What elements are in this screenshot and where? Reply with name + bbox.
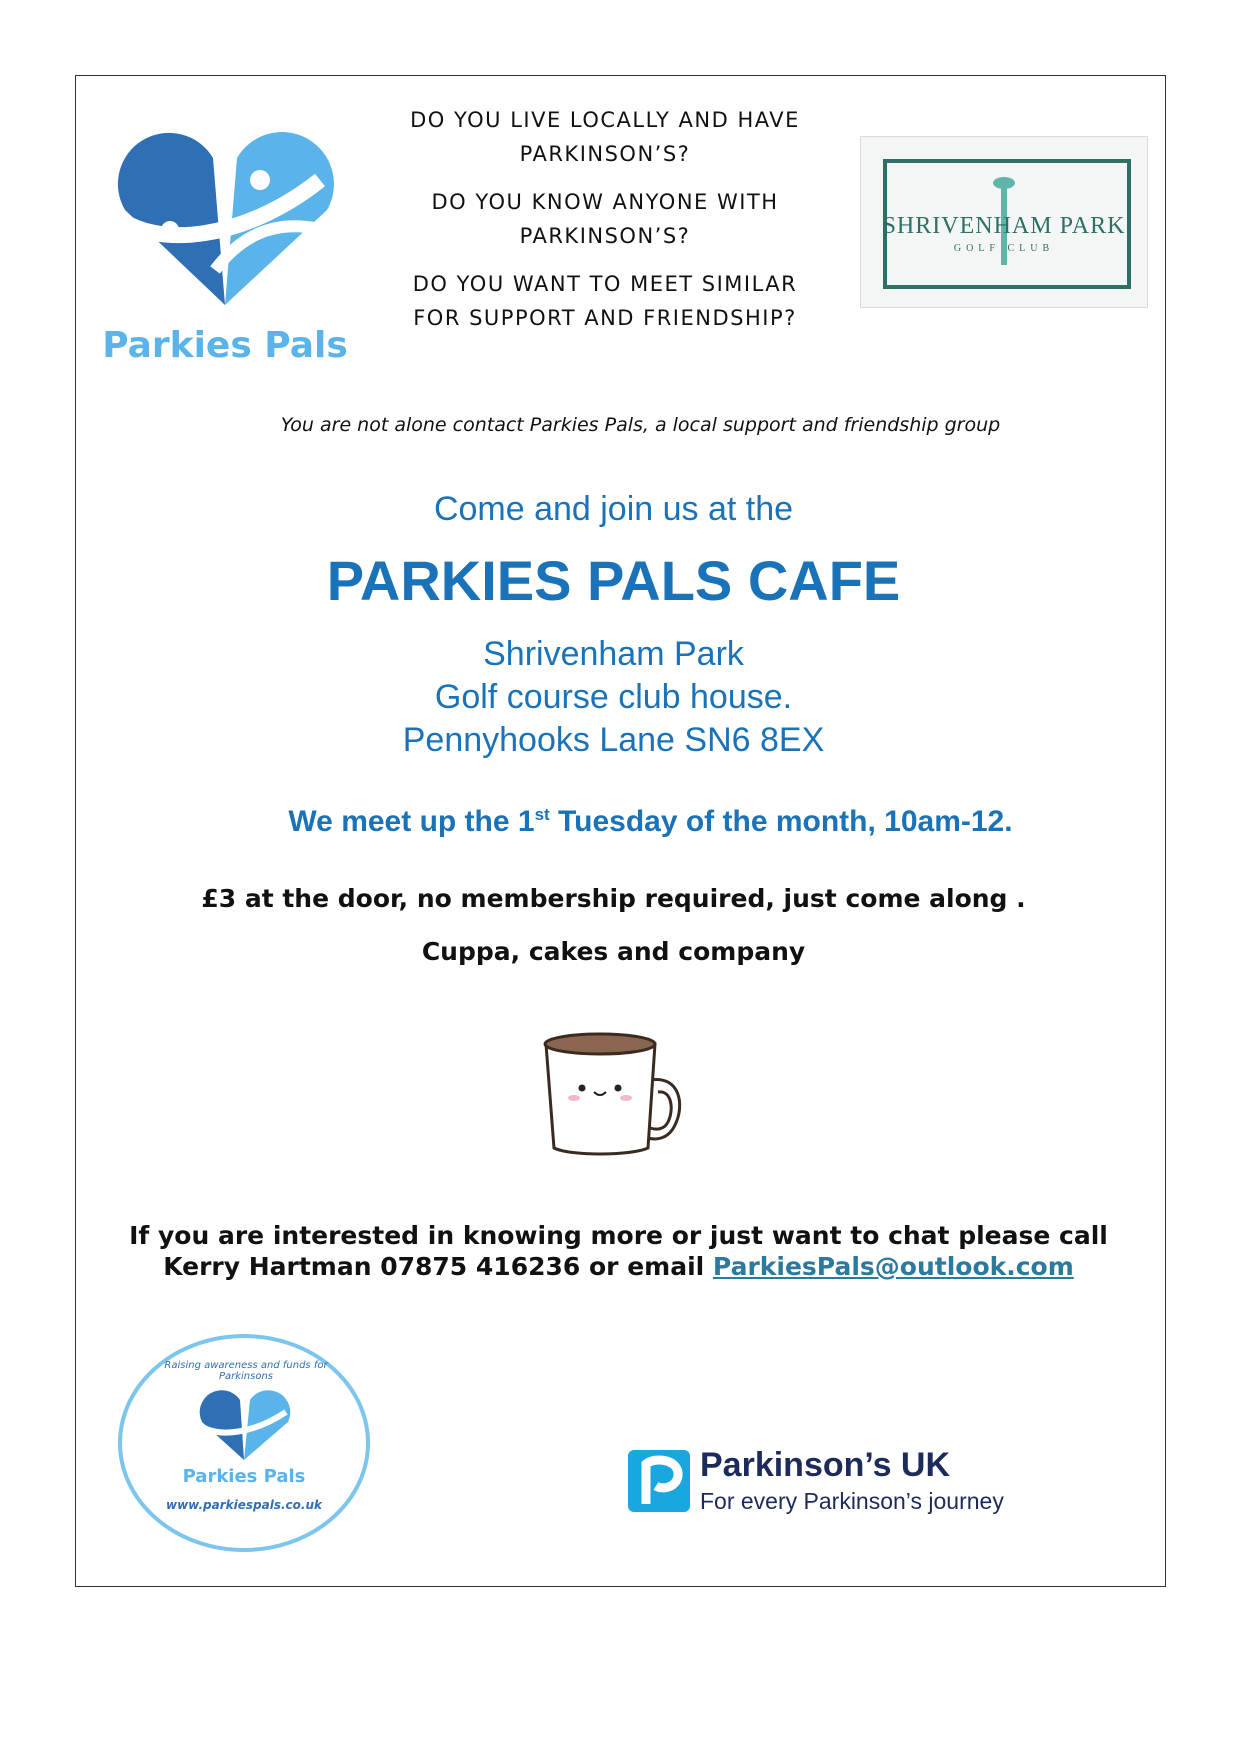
parkinsons-uk-title: Parkinson’s UK xyxy=(700,1446,951,1484)
question-2: DO YOU KNOW ANYONE WITH PARKINSON’S? xyxy=(431,190,779,248)
questions-block xyxy=(360,103,850,335)
price-info: £3 at the door, no membership required, just come along . xyxy=(201,884,1026,913)
heart-hug-icon xyxy=(95,120,355,320)
contact-block xyxy=(0,1220,1239,1282)
shrivenham-park-logo xyxy=(860,136,1148,308)
contact-line-1: If you are interested in knowing more or just want to chat please call xyxy=(129,1221,1108,1250)
question-3: DO YOU WANT TO MEET SIMILAR FOR SUPPORT AND FRIENDSHIP? xyxy=(412,272,798,330)
address-line-1: Shrivenham Park xyxy=(483,635,744,673)
parkinsons-uk-tagline: For every Parkinson’s journey xyxy=(700,1488,1004,1514)
question-1: DO YOU LIVE LOCALLY AND HAVE PARKINSON’S? xyxy=(410,108,800,166)
parkinsons-uk-logo xyxy=(628,1446,1088,1526)
coffee-mug-icon xyxy=(540,1030,690,1170)
parkinsons-uk-mark-icon xyxy=(628,1446,692,1516)
offer-info: Cuppa, cakes and company xyxy=(421,937,806,966)
parkies-pals-logo xyxy=(95,120,355,380)
email-link[interactable]: ParkiesPals@outlook.com xyxy=(712,1252,1074,1281)
event-intro: Come and join us at the xyxy=(433,490,794,528)
golf-club-name: SHRIVENHAM PARK xyxy=(882,213,1126,239)
event-title: PARKIES PALS CAFE xyxy=(326,549,901,612)
badge-name: Parkies Pals xyxy=(182,1466,306,1487)
badge-arc-text: Raising awareness and funds for Parkinsons xyxy=(164,1360,328,1382)
meeting-schedule: We meet up the 1st Tuesday of the month, 10am-12. xyxy=(288,805,1013,838)
parkies-pals-badge xyxy=(116,1332,372,1554)
badge-url: www.parkiespals.co.uk xyxy=(166,1498,322,1512)
address-line-2: Golf course club house. xyxy=(434,678,793,716)
golf-club-sub: GOLF CLUB xyxy=(953,243,1055,254)
address-line-3: Pennyhooks Lane SN6 8EX xyxy=(402,721,825,759)
parkies-pals-logo-text: Parkies Pals xyxy=(102,325,348,366)
contact-line-2: Kerry Hartman 07875 416236 or email ParkiesPals@outlook.com xyxy=(163,1252,1074,1281)
event-address xyxy=(0,633,1234,762)
tagline: You are not alone contact Parkies Pals, a local support and friendship group xyxy=(280,414,1001,436)
